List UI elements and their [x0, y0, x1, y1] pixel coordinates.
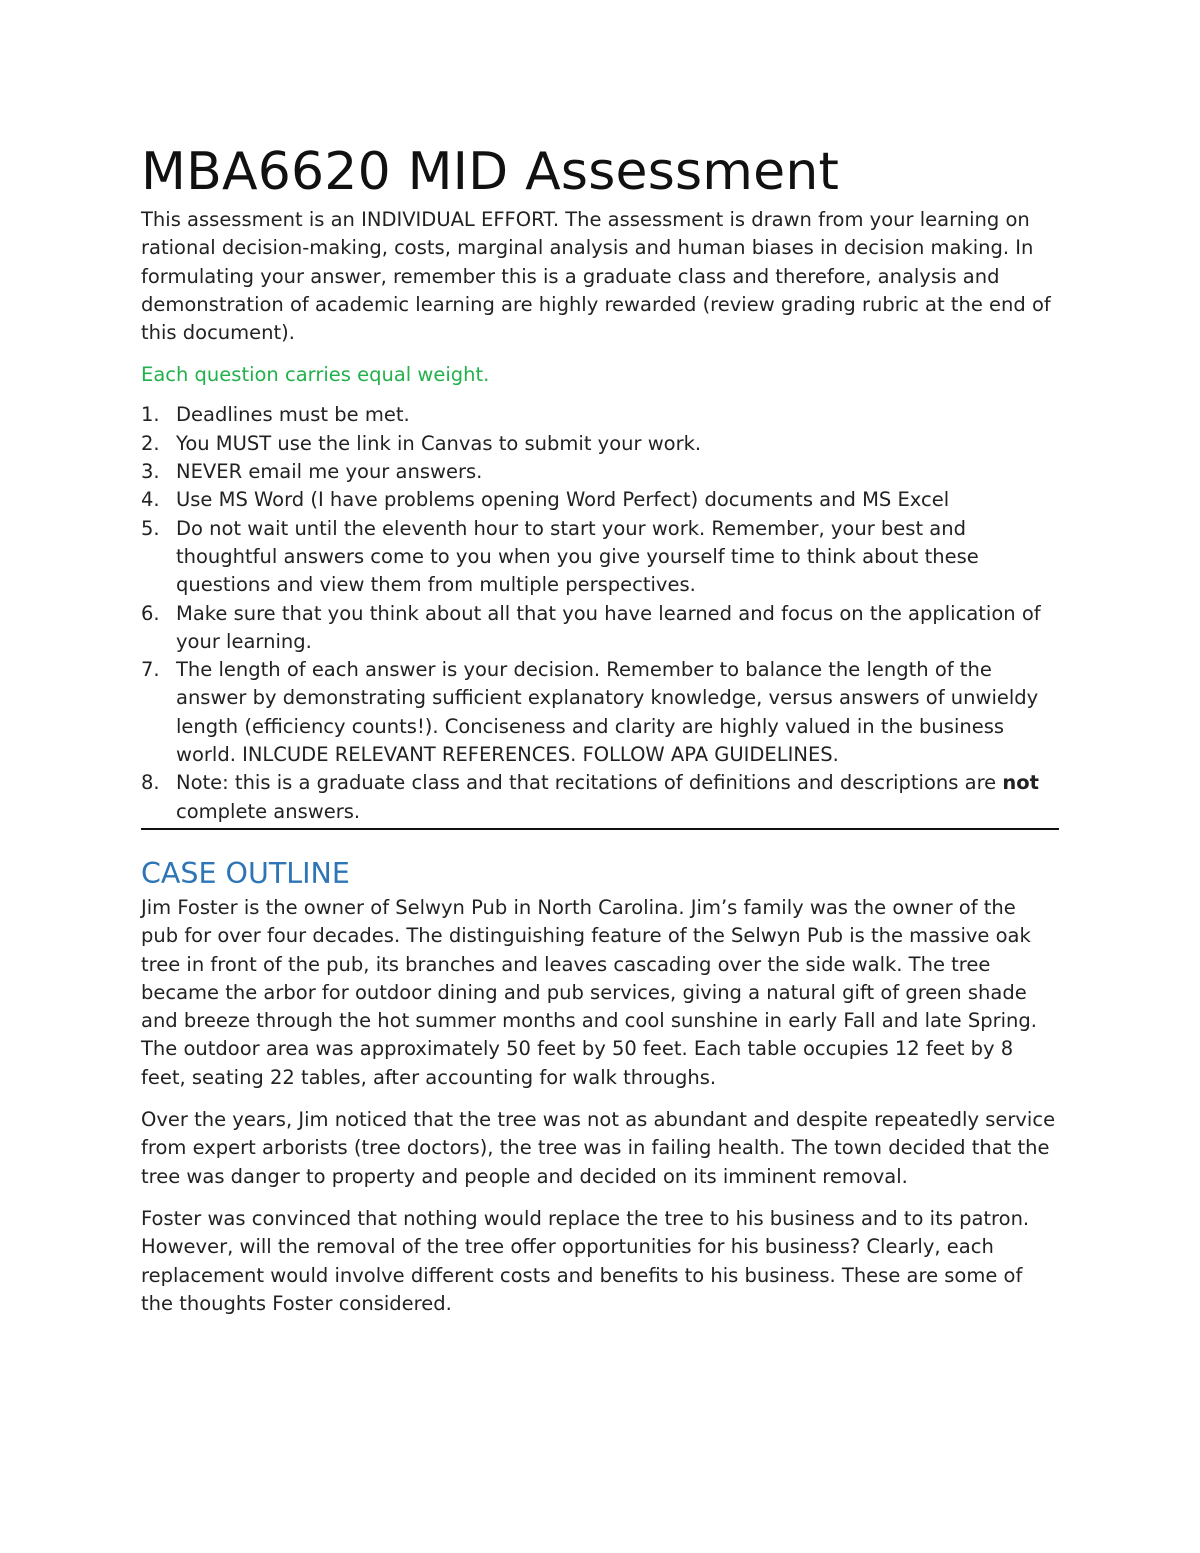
- list-item-text: The length of each answer is your decision. Remember to balance the length of the answer by demonstrating sufficient explanatory knowledge, versus answers of unwieldy length (efficiency counts!). Conciseness and clarity are highly valued in the business world. INLCUDE RELEVANT REFERENCES. FOLLOW APA GUIDELINES.: [176, 658, 1039, 767]
- list-item-text: [176, 771, 1039, 822]
- list-item-text: NEVER email me your answers.: [176, 460, 483, 484]
- list-item-number: 6.: [141, 601, 160, 625]
- list-item-text: Use MS Word (I have problems opening Word Perfect) documents and MS Excel: [176, 488, 950, 512]
- list-item: [141, 656, 1061, 769]
- list-item-number: 3.: [141, 460, 160, 484]
- equal-weight-note: Each question carries equal weight.: [141, 363, 490, 387]
- list-item-text: Deadlines must be met.: [176, 403, 410, 427]
- emphasis-not: not: [1002, 771, 1039, 795]
- horizontal-divider: [141, 828, 1059, 830]
- list-item: [141, 401, 1061, 429]
- list-item-text: Make sure that you think about all that you have learned and focus on the application of your learning.: [176, 601, 1041, 653]
- list-item: [141, 458, 1061, 486]
- intro-paragraph: This assessment is an INDIVIDUAL EFFORT. The assessment is drawn from your learning on rational decision-making, costs, marginal analysis and human biases in decision making. In formulating your answer, remember this is a graduate class and therefore, analysis and demonstration of academic learning are highly rewarded (review grading rubric at the end of this document).: [141, 208, 1051, 345]
- list-item-number: 5.: [141, 516, 160, 540]
- document-page: [141, 140, 1061, 1332]
- list-item-number: 2.: [141, 431, 160, 455]
- list-item-number: 1.: [141, 403, 160, 427]
- rules-list: [141, 401, 1061, 825]
- case-paragraph: Foster was convinced that nothing would replace the tree to his business and to its patron. However, will the removal of the tree offer opportunities for his business? Clearly, each replacement would involve different costs and benefits to his business. These are some of the thoughts Foster considered.: [141, 1206, 1030, 1315]
- list-item: [141, 486, 1061, 514]
- list-item-text: You MUST use the link in Canvas to submit your work.: [176, 431, 702, 455]
- case-outline-heading: CASE OUTLINE: [141, 856, 350, 890]
- document-title: MBA6620 MID Assessment: [141, 142, 840, 202]
- case-paragraph: Over the years, Jim noticed that the tree was not as abundant and despite repeatedly service from expert arborists (tree doctors), the tree was in failing health. The town decided that the tree was danger to property and people and decided on its imminent removal.: [141, 1108, 1056, 1188]
- list-item-number: 7.: [141, 658, 160, 682]
- list-item-text-after: complete answers.: [176, 799, 361, 823]
- list-item-number: 8.: [141, 771, 160, 795]
- list-item-text-before: Note: this is a graduate class and that recitations of definitions and descriptions are: [176, 771, 1003, 795]
- list-item: [141, 600, 1061, 657]
- list-item: [141, 430, 1061, 458]
- list-item: [141, 769, 1061, 826]
- list-item-number: 4.: [141, 488, 160, 512]
- list-item: [141, 515, 1061, 600]
- case-paragraph: Jim Foster is the owner of Selwyn Pub in North Carolina. Jim’s family was the owner of the pub for over four decades. The distinguishing feature of the Selwyn Pub is the massive oak tree in front of the pub, its branches and leaves cascading over the side walk. The tree became the arbor for outdoor dining and pub services, giving a natural gift of green shade and breeze through the hot summer months and cool sunshine in early Fall and late Spring. The outdoor area was approximately 50 feet by 50 feet. Each table occupies 12 feet by 8 feet, seating 22 tables, after accounting for walk throughs.: [141, 895, 1037, 1089]
- list-item-text: Do not wait until the eleventh hour to start your work. Remember, your best and thoughtful answers come to you when you give yourself time to think about these questions and view them from multiple perspectives.: [176, 516, 979, 597]
